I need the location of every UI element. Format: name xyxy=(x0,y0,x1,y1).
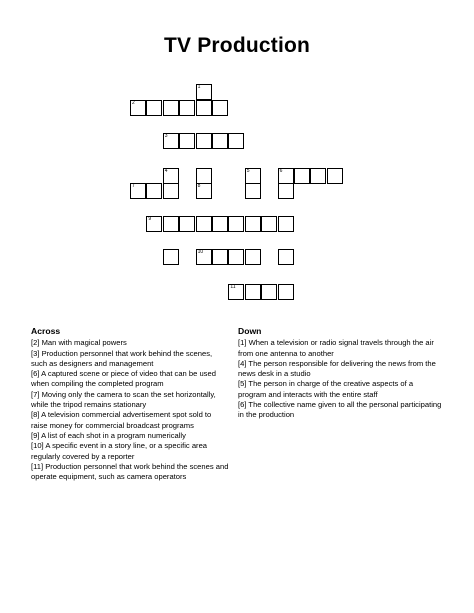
clue-text: The person responsible for delivering the news from the news desk in a studio xyxy=(238,358,436,379)
grid-cell[interactable] xyxy=(130,100,146,116)
clue-text: A specific event in a story line, or a specific area regularly covered by a reporter xyxy=(31,441,208,461)
cell-number: 6 xyxy=(279,168,283,174)
clue-text: A captured scene or piece of video that can be used when compiling the completed program xyxy=(31,369,216,389)
across-clues xyxy=(31,326,229,482)
grid-cell[interactable] xyxy=(179,100,195,116)
clue-text: Moving only the camera to scan the set horizontally, while the tripod remains stationary xyxy=(31,389,216,410)
grid-cell[interactable] xyxy=(196,216,212,232)
grid-cell[interactable] xyxy=(310,168,326,184)
grid-cell[interactable] xyxy=(196,183,212,199)
cell-number: 11 xyxy=(230,284,236,290)
grid-cell[interactable] xyxy=(196,100,212,116)
grid-cell[interactable] xyxy=(228,133,244,149)
clue-text: When a television or radio signal travels through the air from one antenna to another xyxy=(238,338,434,358)
down-clue xyxy=(238,379,443,400)
down-clue-list xyxy=(238,338,443,420)
cell-number: 2 xyxy=(132,100,135,106)
clue-number: [4] xyxy=(238,358,247,368)
grid-cell[interactable] xyxy=(245,284,261,300)
clue-number: [6] xyxy=(238,400,247,410)
grid-cell[interactable] xyxy=(179,216,195,232)
down-clue xyxy=(238,359,443,380)
clue-number: [2] xyxy=(31,338,40,348)
cell-number: 7 xyxy=(132,183,135,189)
down-clues xyxy=(238,326,443,421)
across-clue xyxy=(31,369,229,390)
cell-number: 5 xyxy=(246,168,250,174)
grid-cell[interactable] xyxy=(179,133,195,149)
grid-cell[interactable] xyxy=(278,249,294,265)
grid-cell[interactable] xyxy=(278,216,294,232)
clue-number: [7] xyxy=(31,389,40,399)
grid-cell[interactable] xyxy=(228,284,244,300)
grid-cell[interactable] xyxy=(245,168,261,184)
grid-cell[interactable] xyxy=(294,168,310,184)
grid-cell[interactable] xyxy=(163,183,179,199)
clue-number: [6] xyxy=(31,369,40,379)
grid-cell[interactable] xyxy=(212,100,228,116)
clue-text: The person in charge of the creative aspects of a program and interacts with the entire staff xyxy=(238,379,414,399)
grid-cell[interactable] xyxy=(163,216,179,232)
grid-cell[interactable] xyxy=(278,168,294,184)
clue-text: Production personnel that work behind the scenes and operate equipment, such as camera operators xyxy=(31,461,229,482)
grid-cell[interactable] xyxy=(163,100,179,116)
cell-number: 9 xyxy=(148,216,152,222)
grid-cell[interactable] xyxy=(146,100,162,116)
clue-text: A list of each shot in a program numerically xyxy=(39,430,186,440)
grid-cell[interactable] xyxy=(196,84,212,100)
grid-cell[interactable] xyxy=(163,133,179,149)
clue-number: [9] xyxy=(31,430,40,440)
grid-cell[interactable] xyxy=(228,249,244,265)
clue-text: Production personnel that work behind the scenes, such as designers and management xyxy=(31,348,213,368)
clue-number: [1] xyxy=(238,338,247,348)
grid-cell[interactable] xyxy=(146,183,162,199)
grid-cell[interactable] xyxy=(163,249,179,265)
grid-cell[interactable] xyxy=(212,133,228,149)
across-heading: Across xyxy=(31,326,61,336)
grid-cell[interactable] xyxy=(327,168,343,184)
across-clue xyxy=(31,462,229,483)
grid-cell[interactable] xyxy=(228,216,244,232)
grid-cell[interactable] xyxy=(163,168,179,184)
down-clue xyxy=(238,338,443,359)
cell-number: 1 xyxy=(197,84,201,90)
grid-cell[interactable] xyxy=(130,183,146,199)
grid-cell[interactable] xyxy=(212,249,228,265)
clue-number: [5] xyxy=(238,379,247,389)
grid-cell[interactable] xyxy=(278,284,294,300)
clue-text: A television commercial advertisement spot sold to raise money for commercial broadcast programs xyxy=(31,410,212,430)
across-clue xyxy=(31,410,229,431)
grid-cell[interactable] xyxy=(146,216,162,232)
grid-cell[interactable] xyxy=(196,168,212,184)
cell-number: 3 xyxy=(164,133,168,139)
grid-cell[interactable] xyxy=(196,249,212,265)
across-clue xyxy=(31,349,229,370)
cell-number: 4 xyxy=(164,168,168,174)
across-clue xyxy=(31,338,229,348)
down-heading: Down xyxy=(238,326,262,336)
clue-number: [11] xyxy=(31,461,44,471)
clue-number: [8] xyxy=(31,410,40,420)
grid-cell[interactable] xyxy=(261,216,277,232)
down-clue xyxy=(238,400,443,421)
grid-cell[interactable] xyxy=(245,249,261,265)
across-clue xyxy=(31,441,229,462)
grid-cell[interactable] xyxy=(245,183,261,199)
grid-cell[interactable] xyxy=(212,216,228,232)
grid-cell[interactable] xyxy=(261,284,277,300)
across-clue xyxy=(31,390,229,411)
cell-number: 8 xyxy=(197,183,201,189)
grid-cell[interactable] xyxy=(278,183,294,199)
across-clue-list xyxy=(31,338,229,482)
clue-text: Man with magical powers xyxy=(39,338,127,348)
clue-number: [10] xyxy=(31,441,44,451)
clue-text: The collective name given to all the personal participating in the production xyxy=(238,400,442,420)
grid-cell[interactable] xyxy=(196,133,212,149)
clue-number: [3] xyxy=(31,348,40,358)
puzzle-title: TV Production xyxy=(163,34,311,57)
grid-cell[interactable] xyxy=(245,216,261,232)
across-clue xyxy=(31,431,229,441)
cell-number: 10 xyxy=(197,249,204,255)
